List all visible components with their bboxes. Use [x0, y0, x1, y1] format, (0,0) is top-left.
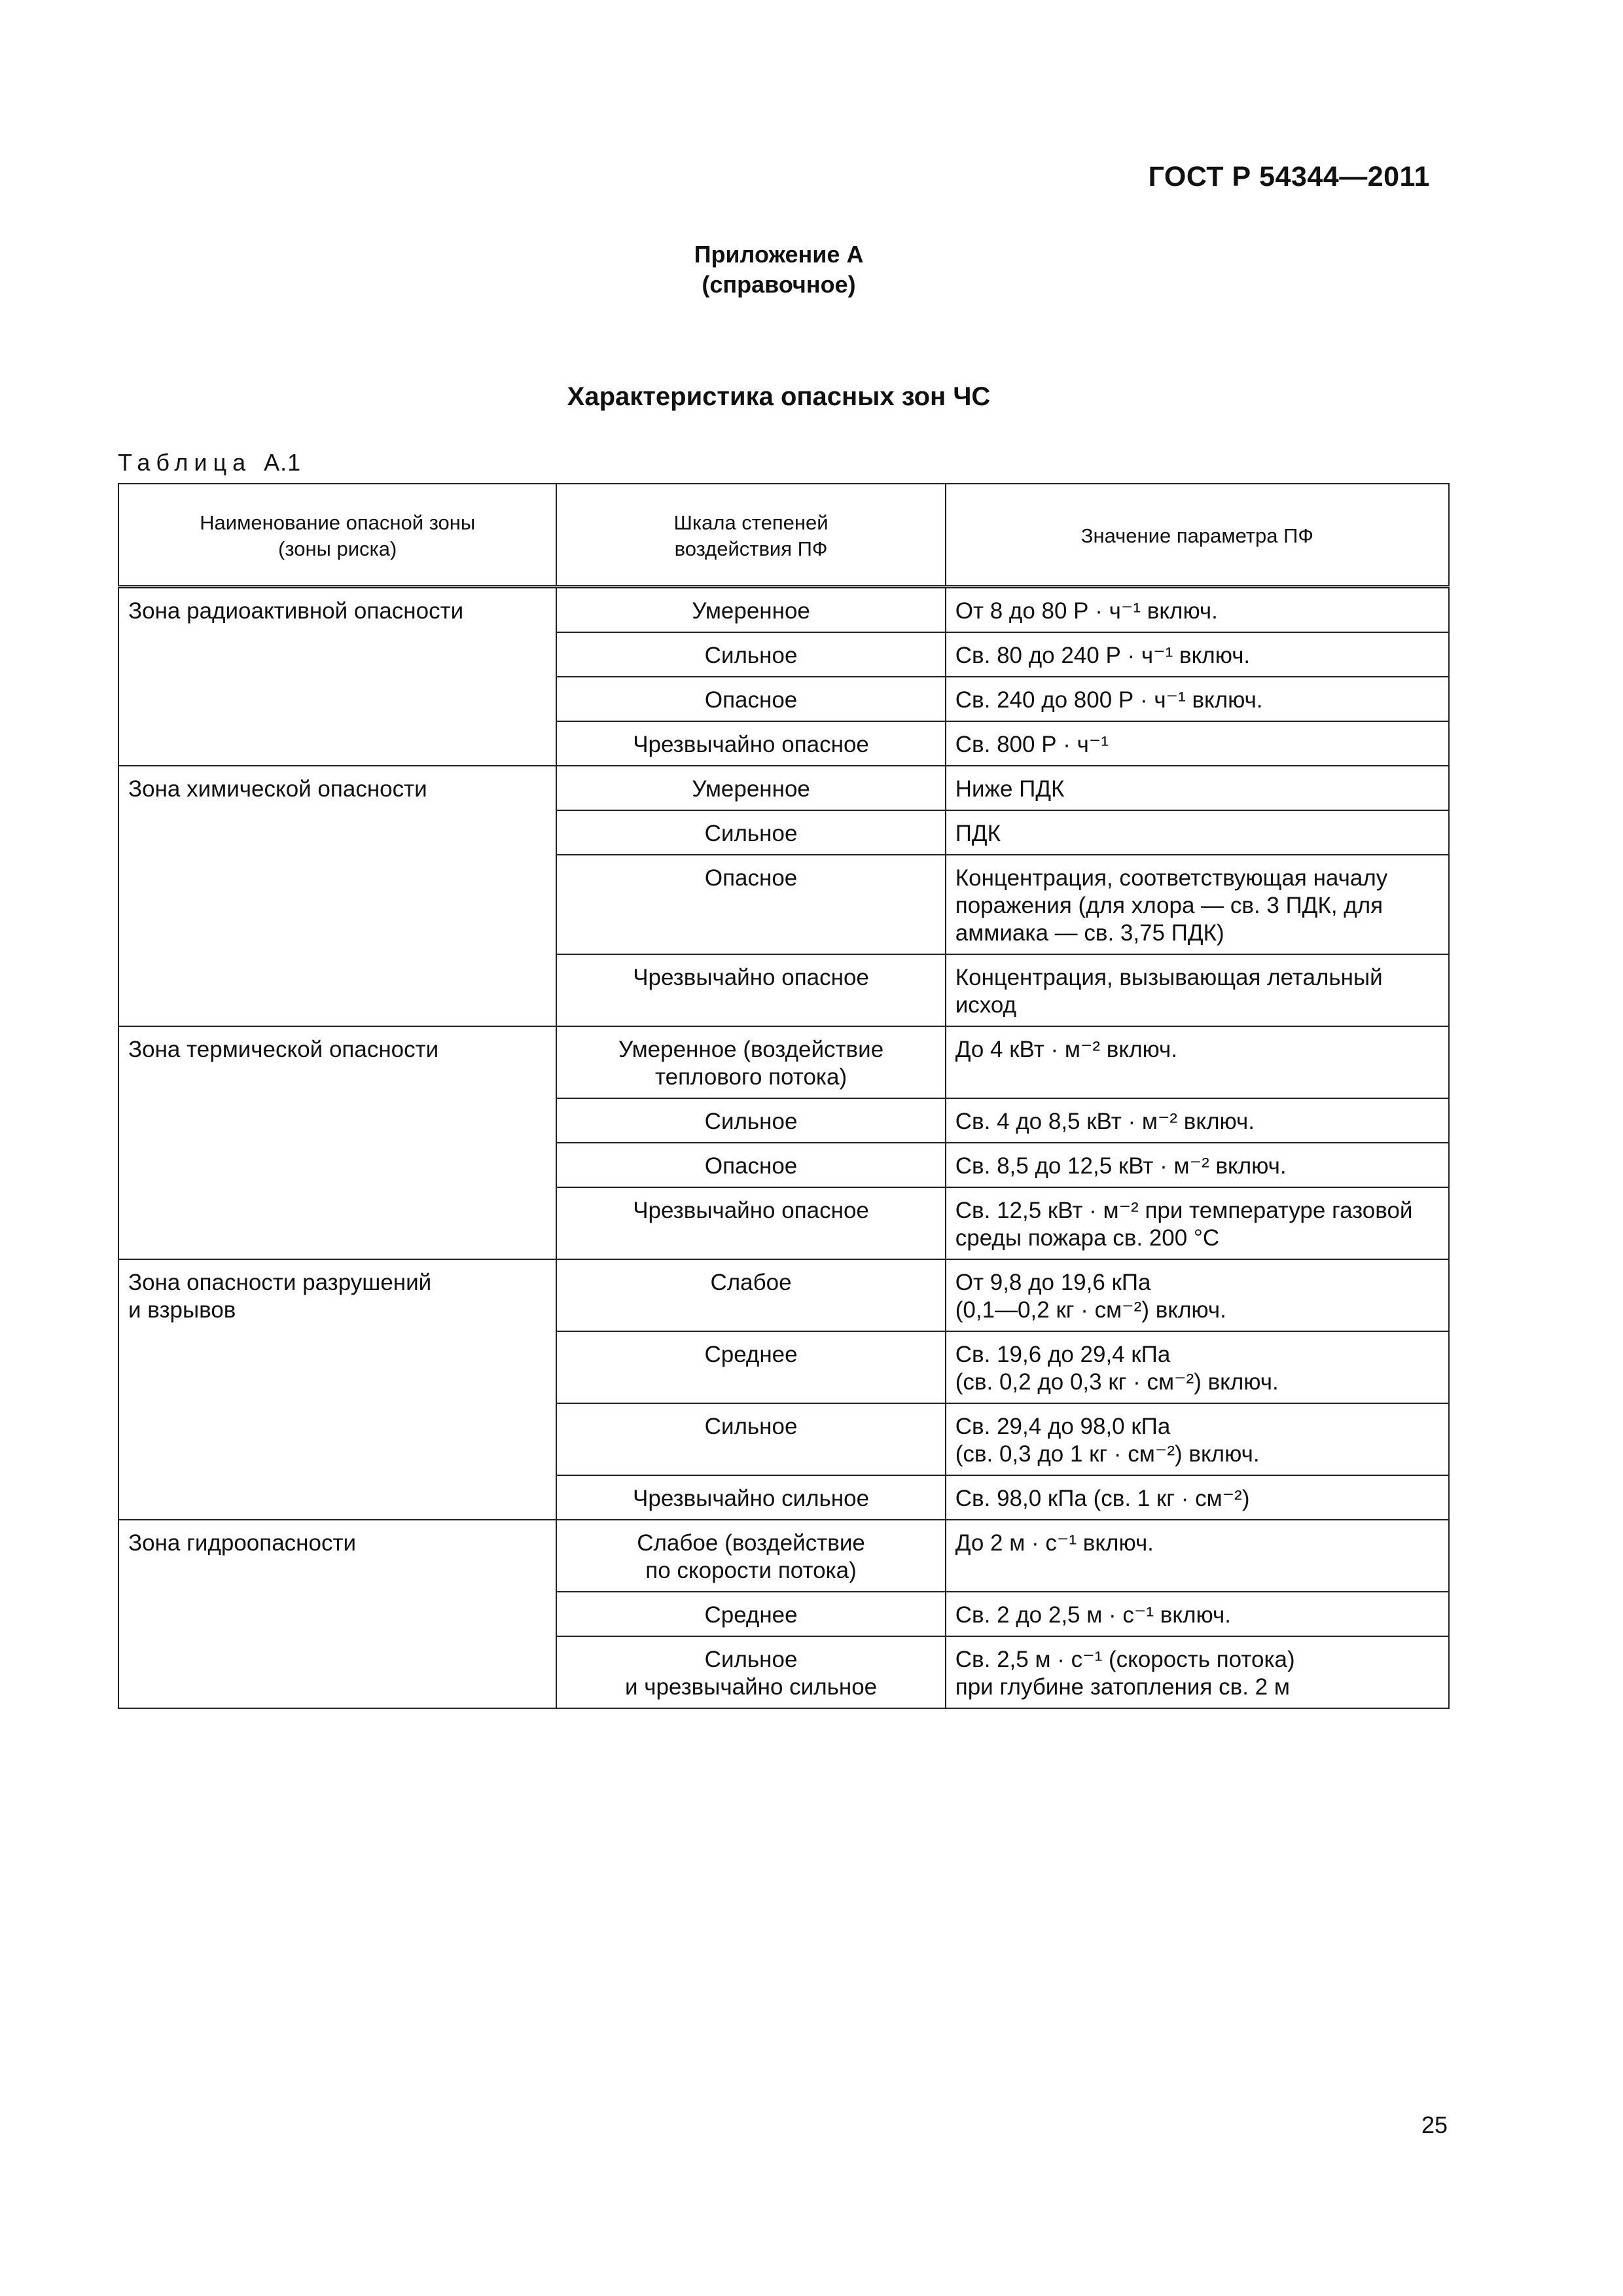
- column-header-line: Шкала степеней: [673, 511, 829, 534]
- parameter-value-line: Св. 800 Р · ч⁻¹: [955, 732, 1109, 757]
- section-title: Характеристика опасных зон ЧС: [567, 382, 991, 411]
- parameter-value-line: Концентрация, вызывающая летальный: [955, 965, 1383, 990]
- parameter-value-line: Ниже ПДК: [955, 776, 1065, 802]
- parameter-value-line: (св. 0,3 до 1 кг · см⁻²) включ.: [955, 1441, 1260, 1467]
- table-row: [118, 1259, 1449, 1331]
- impact-scale-line: Чрезвычайно сильное: [633, 1486, 870, 1511]
- parameter-value-line: Св. 2,5 м · с⁻¹ (скорость потока): [955, 1647, 1295, 1672]
- zone-name-cell: [118, 1520, 556, 1708]
- document-number: ГОСТ Р 54344—2011: [1148, 161, 1430, 192]
- column-header-line: воздействия ПФ: [674, 537, 828, 560]
- impact-scale-cell: [556, 632, 945, 677]
- parameter-value-line: (0,1—0,2 кг · см⁻²) включ.: [955, 1297, 1226, 1323]
- parameter-value-cell: [946, 587, 1449, 633]
- zone-name-cell: [118, 1259, 556, 1520]
- table-label-word: Таблица: [118, 449, 252, 476]
- parameter-value-cell: [946, 632, 1449, 677]
- impact-scale-cell: [556, 721, 945, 766]
- parameter-value-cell: [946, 954, 1449, 1026]
- parameter-value-line: среды пожара св. 200 °С: [955, 1225, 1220, 1251]
- impact-scale-line: Сильное: [704, 1109, 798, 1134]
- table-row: [118, 1026, 1449, 1098]
- impact-scale-cell: [556, 766, 945, 810]
- zone-name-line: Зона гидроопасности: [128, 1530, 357, 1556]
- impact-scale-line: Сильное: [704, 821, 798, 846]
- parameter-value-cell: [946, 1520, 1449, 1592]
- parameter-value-line: Св. 4 до 8,5 кВт · м⁻² включ.: [955, 1109, 1255, 1134]
- impact-scale-cell: [556, 954, 945, 1026]
- impact-scale-cell: [556, 1475, 945, 1520]
- parameter-value-cell: [946, 1187, 1449, 1259]
- column-header-zone: [118, 484, 556, 587]
- zone-name-cell: [118, 1026, 556, 1259]
- impact-scale-line: Чрезвычайно опасное: [633, 1198, 869, 1223]
- parameter-value-cell: [946, 1331, 1449, 1403]
- parameter-value-cell: [946, 677, 1449, 721]
- parameter-value-line: (св. 0,2 до 0,3 кг · см⁻²) включ.: [955, 1369, 1279, 1395]
- parameter-value-line: От 8 до 80 Р · ч⁻¹ включ.: [955, 598, 1218, 624]
- table-row: [118, 587, 1449, 633]
- impact-scale-cell: [556, 1187, 945, 1259]
- zone-name-cell: [118, 587, 556, 766]
- impact-scale-line: Сильное: [704, 1647, 798, 1672]
- zone-name-line: Зона химической опасности: [128, 776, 427, 802]
- parameter-value-line: Концентрация, соответствующая началу: [955, 865, 1388, 891]
- appendix-heading: [0, 240, 1558, 300]
- parameter-value-cell: [946, 1636, 1449, 1708]
- table-row: [118, 1520, 1449, 1592]
- impact-scale-line: Умеренное (воздействие: [618, 1037, 884, 1062]
- parameter-value-line: Св. 29,4 до 98,0 кПа: [955, 1414, 1171, 1439]
- impact-scale-line: Умеренное: [692, 598, 810, 624]
- parameter-value-cell: [946, 1098, 1449, 1143]
- zone-name-line: и взрывов: [128, 1297, 236, 1323]
- parameter-value-cell: [946, 1143, 1449, 1187]
- impact-scale-line: по скорости потока): [645, 1558, 857, 1583]
- column-header-line: Наименование опасной зоны: [200, 511, 476, 534]
- parameter-value-cell: [946, 1259, 1449, 1331]
- impact-scale-line: Умеренное: [692, 776, 810, 802]
- impact-scale-line: Чрезвычайно опасное: [633, 732, 869, 757]
- impact-scale-cell: [556, 855, 945, 954]
- impact-scale-cell: [556, 1143, 945, 1187]
- impact-scale-cell: [556, 677, 945, 721]
- table-label-number: А.1: [264, 449, 302, 476]
- impact-scale-line: Чрезвычайно опасное: [633, 965, 869, 990]
- parameter-value-cell: [946, 1592, 1449, 1636]
- page-number: 25: [1421, 2111, 1448, 2138]
- impact-scale-cell: [556, 587, 945, 633]
- appendix-title: Приложение А: [694, 241, 864, 268]
- parameter-value-cell: [946, 766, 1449, 810]
- impact-scale-line: Опасное: [704, 1153, 798, 1179]
- zone-name-line: Зона опасности разрушений: [128, 1270, 432, 1295]
- impact-scale-line: Слабое (воздействие: [637, 1530, 865, 1556]
- parameter-value-line: исход: [955, 992, 1017, 1018]
- column-header-line: Значение параметра ПФ: [1080, 524, 1313, 547]
- parameter-value-line: Св. 240 до 800 Р · ч⁻¹ включ.: [955, 687, 1263, 713]
- impact-scale-line: и чрезвычайно сильное: [624, 1674, 878, 1700]
- parameter-value-line: Св. 12,5 кВт · м⁻² при температуре газовой: [955, 1198, 1413, 1223]
- appendix-type: (справочное): [702, 271, 856, 298]
- impact-scale-line: Среднее: [704, 1602, 798, 1628]
- parameter-value-cell: [946, 1403, 1449, 1475]
- zone-name-line: Зона радиоактивной опасности: [128, 598, 464, 624]
- parameter-value-cell: [946, 1475, 1449, 1520]
- impact-scale-line: Слабое: [710, 1270, 792, 1295]
- parameter-value-line: До 4 кВт · м⁻² включ.: [955, 1037, 1177, 1062]
- parameter-value-line: при глубине затопления св. 2 м: [955, 1674, 1290, 1700]
- zone-name-line: Зона термической опасности: [128, 1037, 439, 1062]
- table-row: [118, 766, 1449, 810]
- impact-scale-line: Опасное: [704, 865, 798, 891]
- parameter-value-line: аммиака — св. 3,75 ПДК): [955, 920, 1224, 946]
- impact-scale-cell: [556, 1520, 945, 1592]
- impact-scale-line: Сильное: [704, 643, 798, 668]
- parameter-value-line: Св. 2 до 2,5 м · с⁻¹ включ.: [955, 1602, 1231, 1628]
- impact-scale-cell: [556, 1259, 945, 1331]
- impact-scale-line: Опасное: [704, 687, 798, 713]
- hazard-zones-table: [118, 483, 1450, 1709]
- parameter-value-cell: [946, 810, 1449, 855]
- impact-scale-cell: [556, 1026, 945, 1098]
- table-body: [118, 587, 1449, 1709]
- impact-scale-cell: [556, 1636, 945, 1708]
- impact-scale-cell: [556, 1403, 945, 1475]
- parameter-value-line: Св. 8,5 до 12,5 кВт · м⁻² включ.: [955, 1153, 1287, 1179]
- parameter-value-line: поражения (для хлора — св. 3 ПДК, для: [955, 893, 1383, 918]
- impact-scale-cell: [556, 1098, 945, 1143]
- impact-scale-cell: [556, 1592, 945, 1636]
- table-header-row: [118, 484, 1449, 587]
- parameter-value-cell: [946, 1026, 1449, 1098]
- parameter-value-line: ПДК: [955, 821, 1001, 846]
- impact-scale-line: теплового потока): [654, 1064, 847, 1090]
- impact-scale-line: Среднее: [704, 1342, 798, 1367]
- parameter-value-line: Св. 98,0 кПа (св. 1 кг · см⁻²): [955, 1486, 1250, 1511]
- parameter-value-line: От 9,8 до 19,6 кПа: [955, 1270, 1151, 1295]
- column-header-line: (зоны риска): [278, 537, 397, 560]
- impact-scale-cell: [556, 1331, 945, 1403]
- parameter-value-cell: [946, 855, 1449, 954]
- zone-name-cell: [118, 766, 556, 1026]
- column-header-value: [946, 484, 1449, 587]
- impact-scale-line: Сильное: [704, 1414, 798, 1439]
- parameter-value-line: Св. 80 до 240 Р · ч⁻¹ включ.: [955, 643, 1251, 668]
- parameter-value-line: До 2 м · с⁻¹ включ.: [955, 1530, 1154, 1556]
- table-label: [118, 449, 301, 476]
- impact-scale-cell: [556, 810, 945, 855]
- column-header-scale: [556, 484, 945, 587]
- parameter-value-line: Св. 19,6 до 29,4 кПа: [955, 1342, 1171, 1367]
- parameter-value-cell: [946, 721, 1449, 766]
